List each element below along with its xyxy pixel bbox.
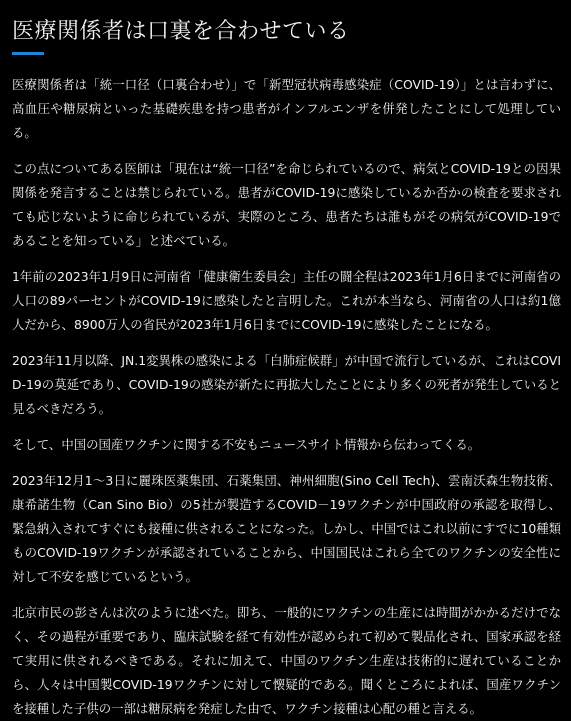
title-underline [12,52,44,55]
article-paragraph: 1年前の2023年1月9日に河南省「健康衛生委員会」主任の闘全程は2023年1月6日までに河南省の人口の89パーセントがCOVID-19に感染したと言明した。これが本当なら、河南省の人口は約1億人だから、8900万人の省民が2023年1月6日までにCOVID-19に感染したことになる。 [12,269,561,332]
article-paragraph: そして、中国の国産ワクチンに関する不安もニュースサイト情報から伝わってくる。 [12,437,481,452]
article-paragraph: この点についてある医師は「現在は“統一口径”を命じられているので、病気とCOVID-19との因果関係を発言することは禁じられている。患者がCOVID-19に感染しているか否かの検査を要求されても応じないように命じられているが、実際のところ、患者たちは誰もがその病気がCOVID-19であることを知っている」と述べている。 [12,161,561,248]
article-paragraph: 2023年12月1～3日に麗珠医薬集団、石薬集団、神州細胞(Sino Cell Tech)、雲南沃森生物技術、康希諾生物（Can Sino Bio）の5社が製造するCOVID－19ワクチンが中国政府の承認を取得し、緊急納入されてすぐにも接種に供されることになった。しかし、中国ではこれ以前にすでに10種類ものCOVID-19ワクチンが承認されていることから、中国国民はこれら全てのワクチンの安全性に対して不安を感じているという。 [12,473,561,584]
article-paragraph: 2023年11月以降、JN.1変異株の感染による「白肺症候群」が中国で流行しているが、これはCOVID-19の莫延であり、COVID-19の感染が新たに再拡大したことにより多くの死者が発生していると見るべきだろう。 [12,353,561,416]
article-paragraph: 北京市民の彭さんは次のように述べた。即ち、一般的にワクチンの生産には時間がかかるだけでなく、その過程が重要であり、臨床試験を経て有効性が認められて初めて製品化され、国家承認を経て実用に供されるべきである。それに加えて、中国のワクチン生産は技術的に遅れていることから、人々は中国製COVID-19ワクチンに対して懐疑的である。聞くところによれば、国産ワクチンを接種した子供の一部は糖尿病を発症した由で、ワクチン接種は心配の種と言える。 [12,605,561,716]
article-paragraph: 医療関係者は「統一口径（口裏合わせ）」で「新型冠状病毒感染症（COVID-19）」とは言わずに、高血圧や糖尿病といった基礎疾患を持つ患者がインフルエンザを併発したことにして処理している。 [12,77,561,140]
article-title: 医療関係者は口裏を合わせている [12,19,350,44]
